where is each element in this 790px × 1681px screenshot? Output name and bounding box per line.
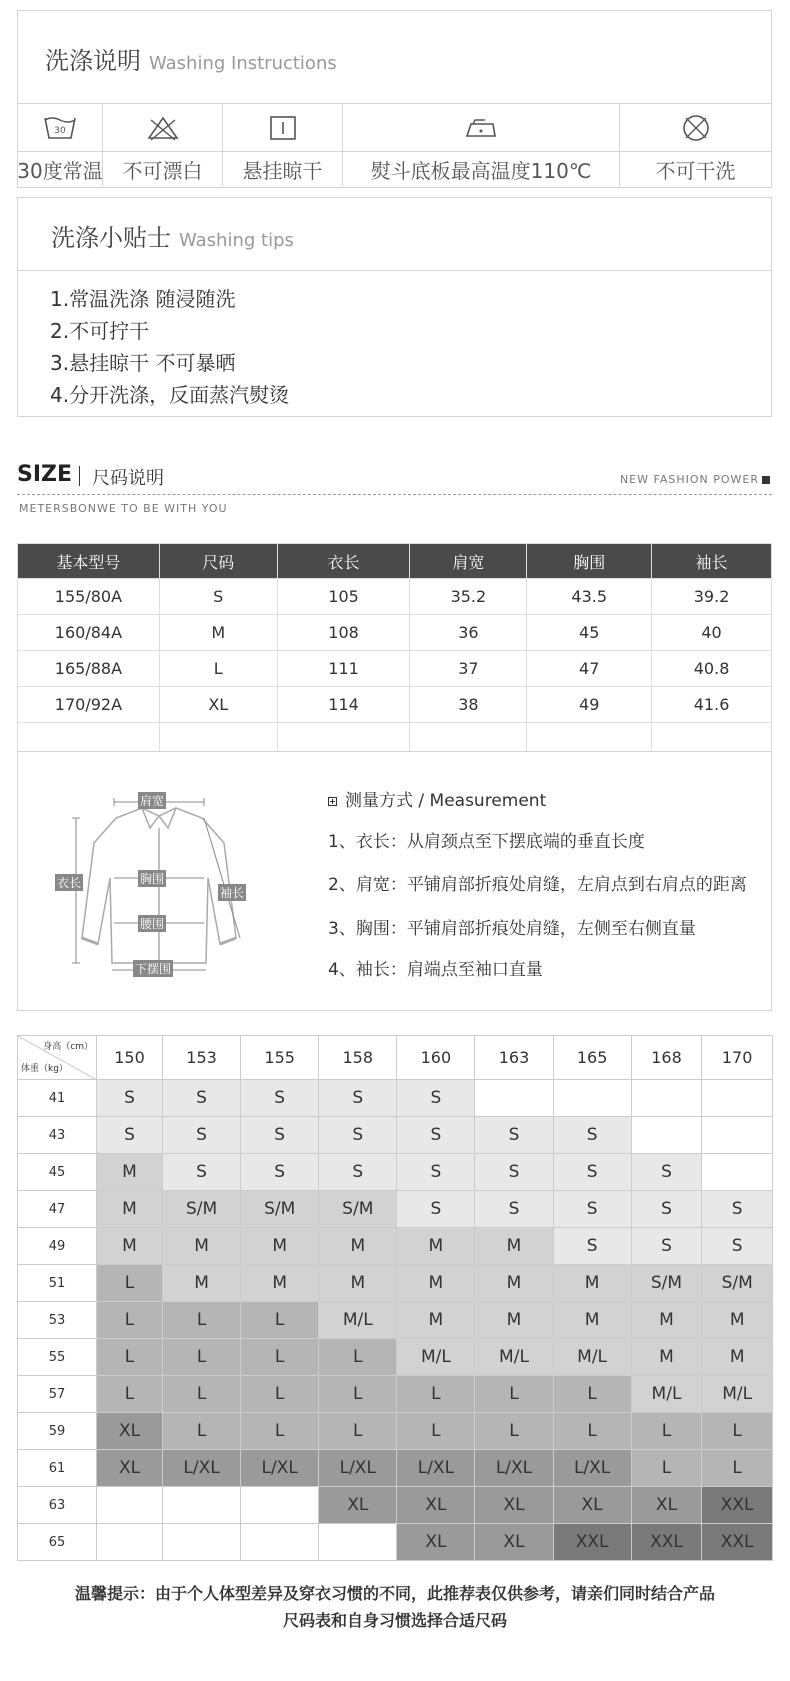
size-recommendation-cell — [631, 1080, 702, 1117]
wash-item-label: 30度常温 — [17, 158, 103, 183]
size-recommendation-cell: L — [631, 1413, 702, 1450]
size-recommendation-cell: XL — [397, 1487, 475, 1524]
tip-item: 3.悬挂晾干 不可暴晒 — [50, 351, 236, 375]
size-table-cell: 114 — [277, 687, 410, 723]
size-recommendation-cell: M — [475, 1302, 553, 1339]
size-recommendation-cell: L — [702, 1413, 773, 1450]
size-recommendation-cell: M — [475, 1265, 553, 1302]
size-recommendation-cell: XXL — [702, 1524, 773, 1561]
size-recommendation-cell: M/L — [397, 1339, 475, 1376]
size-recommendation-cell — [702, 1154, 773, 1191]
size-recommendation-cell: XL — [319, 1487, 397, 1524]
size-recommendation-cell: S — [241, 1117, 319, 1154]
size-recommendation-cell: L — [475, 1376, 553, 1413]
size-recommendation-cell: L — [241, 1413, 319, 1450]
measurement-item: 3、胸围：平铺肩部折痕处肩缝，左侧至右侧直量 — [328, 919, 696, 939]
size-recommendation-cell: M — [397, 1265, 475, 1302]
washing-title-cn: 洗涤说明 — [45, 47, 141, 75]
size-recommendation-cell — [702, 1080, 773, 1117]
weight-cell: 61 — [18, 1450, 97, 1487]
size-recommendation-cell: S — [553, 1228, 631, 1265]
weight-row — [18, 1191, 773, 1228]
tagline — [620, 473, 770, 486]
washing-instructions-header — [18, 11, 771, 104]
size-table-cell: 160/84A — [18, 615, 160, 651]
size-table-cell: 40 — [652, 615, 772, 651]
wash-item — [343, 104, 620, 186]
weight-row — [18, 1117, 773, 1154]
size-recommendation-cell: L — [553, 1376, 631, 1413]
weight-row — [18, 1265, 773, 1302]
size-recommendation-cell: M/L — [475, 1339, 553, 1376]
size-recommendation-cell: S — [163, 1117, 241, 1154]
wash-item-label: 熨斗底板最高温度110℃ — [370, 158, 592, 183]
note-line: 尺码表和自身习惯选择合适尺码 — [282, 1611, 507, 1630]
height-header-cell: 163 — [475, 1036, 553, 1080]
warm-tip-note — [0, 1580, 790, 1634]
height-header-cell: 153 — [163, 1036, 241, 1080]
size-table-cell: 38 — [410, 687, 527, 723]
weight-cell: 59 — [18, 1413, 97, 1450]
size-recommendation-cell: S — [397, 1080, 475, 1117]
height-header-cell: 158 — [319, 1036, 397, 1080]
washing-title-en: Washing Instructions — [149, 53, 337, 74]
size-recommendation-cell — [97, 1524, 163, 1561]
size-recommendation-cell: S — [319, 1154, 397, 1191]
size-recommendation-cell: XXL — [702, 1487, 773, 1524]
size-recommendation-cell: M/L — [702, 1376, 773, 1413]
size-recommendation-cell: M — [97, 1191, 163, 1228]
size-recommendation-cell: L — [319, 1413, 397, 1450]
size-recommendation-cell: XL — [631, 1487, 702, 1524]
size-recommendation-cell: L — [163, 1413, 241, 1450]
size-recommendation-cell: S — [163, 1154, 241, 1191]
weight-row — [18, 1080, 773, 1117]
weight-row — [18, 1413, 773, 1450]
size-table-header: 衣长 — [277, 544, 410, 579]
tips-title-cn: 洗涤小贴士 — [51, 224, 171, 252]
size-table-header-row — [18, 544, 772, 579]
size-recommendation-cell: XL — [397, 1524, 475, 1561]
no-bleach-icon — [103, 104, 222, 152]
size-table-cell: 36 — [410, 615, 527, 651]
size-title-cn: 尺码说明 — [92, 468, 164, 489]
size-recommendation-cell: L/XL — [553, 1450, 631, 1487]
size-recommendation-cell: L — [97, 1339, 163, 1376]
wash-icon-row — [18, 104, 771, 186]
washing-tips-header — [18, 198, 771, 271]
size-recommendation-cell: L — [241, 1302, 319, 1339]
weight-cell: 65 — [18, 1524, 97, 1561]
measurement-panel — [17, 751, 772, 1011]
size-recommendation-cell: S — [319, 1080, 397, 1117]
size-recommendation-cell: S — [553, 1191, 631, 1228]
size-recommendation-cell — [553, 1080, 631, 1117]
sleeve-label: 袖长 — [220, 886, 245, 900]
washing-instructions-panel — [17, 10, 772, 188]
size-recommendation-cell: S — [397, 1154, 475, 1191]
size-recommendation-cell: XXL — [553, 1524, 631, 1561]
size-recommendation-cell: S/M — [631, 1265, 702, 1302]
plus-square-icon — [328, 797, 337, 806]
shoulder-label: 肩宽 — [140, 794, 165, 808]
size-recommendation-cell: L — [163, 1302, 241, 1339]
measurement-item: 4、袖长：肩端点至袖口直量 — [328, 960, 543, 980]
size-recommendation-cell: S — [553, 1154, 631, 1191]
weight-cell: 47 — [18, 1191, 97, 1228]
height-header-row — [18, 1036, 773, 1080]
measurement-item: 1、衣长：从肩颈点至下摆底端的垂直长度 — [328, 832, 645, 852]
size-recommendation-cell: S — [397, 1191, 475, 1228]
size-recommendation-cell — [475, 1080, 553, 1117]
size-recommendation-cell — [702, 1117, 773, 1154]
size-recommendation-cell: XL — [475, 1487, 553, 1524]
weight-row — [18, 1450, 773, 1487]
size-section-header — [17, 462, 772, 515]
size-recommendation-cell — [97, 1487, 163, 1524]
size-recommendation-cell: S — [631, 1228, 702, 1265]
height-header-cell: 155 — [241, 1036, 319, 1080]
weight-cell: 53 — [18, 1302, 97, 1339]
size-table-cell: 35.2 — [410, 579, 527, 615]
size-recommendation-cell — [241, 1524, 319, 1561]
size-table-cell: 165/88A — [18, 651, 160, 687]
size-table-cell: 37 — [410, 651, 527, 687]
size-recommendation-cell: M — [702, 1302, 773, 1339]
size-recommendation-cell: S — [475, 1154, 553, 1191]
hem-label: 下摆围 — [135, 962, 172, 976]
size-recommendation-cell: S — [319, 1117, 397, 1154]
wash-30-icon — [18, 104, 102, 152]
weight-cell: 45 — [18, 1154, 97, 1191]
size-recommendation-cell: L/XL — [163, 1450, 241, 1487]
measurement-title-text: 测量方式 / Measurement — [345, 791, 547, 811]
size-recommendation-cell: M — [553, 1302, 631, 1339]
hang-dry-icon — [223, 104, 342, 152]
brand-subtitle: METERSBONWE TO BE WITH YOU — [19, 502, 228, 515]
size-recommendation-cell: XL — [97, 1450, 163, 1487]
size-table-cell: 170/92A — [18, 687, 160, 723]
size-recommendation-cell: L — [319, 1339, 397, 1376]
recommendation-body — [18, 1080, 773, 1561]
size-table-cell: L — [159, 651, 277, 687]
size-recommendation-cell: M — [241, 1228, 319, 1265]
size-recommendation-cell: L/XL — [319, 1450, 397, 1487]
size-recommendation-cell: S — [631, 1154, 702, 1191]
size-recommendation-cell: XL — [553, 1487, 631, 1524]
iron-icon — [343, 104, 619, 152]
measurement-item: 2、肩宽：平铺肩部折痕处肩缝，左肩点到右肩点的距离 — [328, 875, 747, 895]
size-table-cell: M — [159, 615, 277, 651]
size-recommendation-cell — [241, 1487, 319, 1524]
chest-label: 胸围 — [140, 872, 165, 886]
wash-item-label: 不可干洗 — [655, 158, 736, 183]
size-recommendation-cell: M — [163, 1265, 241, 1302]
size-table-body — [18, 579, 772, 759]
size-table-row — [18, 651, 772, 687]
weight-row — [18, 1154, 773, 1191]
size-recommendation-cell: XL — [97, 1413, 163, 1450]
height-header-cell: 170 — [702, 1036, 773, 1080]
size-recommendation-cell: L — [241, 1376, 319, 1413]
size-recommendation-cell: L — [702, 1450, 773, 1487]
size-recommendation-cell — [631, 1117, 702, 1154]
size-table-cell: 45 — [527, 615, 652, 651]
size-table-row — [18, 615, 772, 651]
table-corner — [18, 1036, 97, 1080]
washing-tips-panel — [17, 197, 772, 417]
size-recommendation-cell — [163, 1524, 241, 1561]
size-table-header: 肩宽 — [410, 544, 527, 579]
size-table-cell: 41.6 — [652, 687, 772, 723]
size-table-cell: 108 — [277, 615, 410, 651]
size-table-cell: 155/80A — [18, 579, 160, 615]
size-recommendation-cell: M — [702, 1339, 773, 1376]
size-recommendation-cell: S — [475, 1117, 553, 1154]
weight-cell: 51 — [18, 1265, 97, 1302]
size-recommendation-cell: L — [97, 1302, 163, 1339]
wash-item-label: 悬挂晾干 — [242, 158, 323, 183]
weight-row — [18, 1524, 773, 1561]
size-recommendation-cell: S — [97, 1080, 163, 1117]
size-recommendation-cell: L/XL — [397, 1450, 475, 1487]
size-recommendation-cell: L — [97, 1265, 163, 1302]
size-recommendation-cell: S — [163, 1080, 241, 1117]
weight-row — [18, 1228, 773, 1265]
size-recommendation-cell: M — [631, 1339, 702, 1376]
size-recommendation-cell: S — [241, 1154, 319, 1191]
tips-title-en: Washing tips — [179, 230, 294, 251]
size-table-row — [18, 579, 772, 615]
size-table-cell: 111 — [277, 651, 410, 687]
weight-cell: 63 — [18, 1487, 97, 1524]
size-recommendation-cell: M — [97, 1228, 163, 1265]
title-divider — [79, 466, 80, 486]
size-recommendation-cell: L — [97, 1376, 163, 1413]
wash-item — [18, 104, 103, 186]
size-recommendation-cell: L/XL — [241, 1450, 319, 1487]
size-recommendation-cell: M — [319, 1265, 397, 1302]
wash-item — [620, 104, 771, 186]
wash-item — [103, 104, 223, 186]
size-recommendation-cell: L — [163, 1376, 241, 1413]
dashed-divider — [17, 494, 772, 495]
size-table-row — [18, 687, 772, 723]
size-recommendation-cell: S — [241, 1080, 319, 1117]
weight-row — [18, 1376, 773, 1413]
weight-cell: 41 — [18, 1080, 97, 1117]
no-dry-clean-icon — [620, 104, 771, 152]
size-recommendation-cell: L — [319, 1376, 397, 1413]
size-recommendation-cell: XL — [475, 1524, 553, 1561]
size-recommendation-cell: M — [97, 1154, 163, 1191]
size-recommendation-cell: S — [702, 1228, 773, 1265]
note-line: 温馨提示：由于个人体型差异及穿衣习惯的不同，此推荐表仅供参考，请亲们同时结合产品 — [74, 1584, 715, 1603]
size-recommendation-cell — [319, 1524, 397, 1561]
size-recommendation-cell: M — [241, 1265, 319, 1302]
weight-cell: 57 — [18, 1376, 97, 1413]
size-table — [17, 543, 772, 759]
svg-text:30: 30 — [54, 125, 66, 136]
size-recommendation-cell: S — [631, 1191, 702, 1228]
height-header-cell: 160 — [397, 1036, 475, 1080]
weight-row — [18, 1302, 773, 1339]
size-recommendation-cell: L — [553, 1413, 631, 1450]
size-recommendation-cell: M — [163, 1228, 241, 1265]
tip-item: 4.分开洗涤，反面蒸汽熨烫 — [50, 383, 290, 407]
size-recommendation-cell: S/M — [319, 1191, 397, 1228]
weight-row — [18, 1339, 773, 1376]
size-recommendation-cell: L/XL — [475, 1450, 553, 1487]
size-table-cell: S — [159, 579, 277, 615]
tips-list — [18, 271, 771, 411]
corner-height-label: 身高（cm） — [43, 1042, 93, 1052]
size-recommendation-cell: M — [319, 1228, 397, 1265]
height-header-cell: 150 — [97, 1036, 163, 1080]
size-recommendation-cell: L — [397, 1413, 475, 1450]
size-recommendation-cell: L — [475, 1413, 553, 1450]
size-recommendation-cell: M/L — [319, 1302, 397, 1339]
measurement-title — [328, 786, 546, 811]
size-recommendation-cell: M/L — [631, 1376, 702, 1413]
height-header-cell: 168 — [631, 1036, 702, 1080]
size-recommendation-cell — [163, 1487, 241, 1524]
size-table-cell: 39.2 — [652, 579, 772, 615]
size-recommendation-cell: S/M — [702, 1265, 773, 1302]
size-recommendation-cell: S — [97, 1117, 163, 1154]
corner-weight-label: 体重（kg） — [21, 1064, 68, 1074]
waist-label: 腰围 — [140, 917, 165, 931]
size-recommendation-cell: S — [475, 1191, 553, 1228]
size-table-cell: 47 — [527, 651, 652, 687]
size-table-header: 袖长 — [652, 544, 772, 579]
size-table-cell: 40.8 — [652, 651, 772, 687]
size-recommendation-cell: L — [241, 1339, 319, 1376]
size-title: SIZE — [17, 462, 73, 487]
size-recommendation-cell: L — [397, 1376, 475, 1413]
size-recommendation-cell: M — [631, 1302, 702, 1339]
size-table-cell: 49 — [527, 687, 652, 723]
length-label: 衣长 — [57, 876, 82, 890]
wash-item-label: 不可漂白 — [122, 158, 203, 183]
weight-cell: 43 — [18, 1117, 97, 1154]
weight-cell: 55 — [18, 1339, 97, 1376]
size-recommendation-cell: M — [397, 1302, 475, 1339]
size-table-header: 尺码 — [159, 544, 277, 579]
size-recommendation-cell: S — [397, 1117, 475, 1154]
size-recommendation-cell: L — [631, 1450, 702, 1487]
weight-row — [18, 1487, 773, 1524]
tagline-text: NEW FASHION POWER — [619, 473, 759, 486]
tip-item: 1.常温洗涤 随浸随洗 — [50, 287, 236, 311]
size-recommendation-cell: S/M — [241, 1191, 319, 1228]
size-recommendation-cell: M/L — [553, 1339, 631, 1376]
size-recommendation-cell: S/M — [163, 1191, 241, 1228]
size-table-header: 基本型号 — [18, 544, 160, 579]
size-recommendation-cell: M — [397, 1228, 475, 1265]
wash-item — [223, 104, 343, 186]
size-recommendation-cell: L — [163, 1339, 241, 1376]
plus-square-icon — [762, 476, 770, 484]
size-recommendation-cell: S — [553, 1117, 631, 1154]
size-recommendation-table — [17, 1035, 773, 1561]
size-recommendation-cell: M — [475, 1228, 553, 1265]
size-table-cell: XL — [159, 687, 277, 723]
size-table-cell: 43.5 — [527, 579, 652, 615]
size-table-header: 胸围 — [527, 544, 652, 579]
size-table-cell: 105 — [277, 579, 410, 615]
size-recommendation-cell: XXL — [631, 1524, 702, 1561]
weight-cell: 49 — [18, 1228, 97, 1265]
tip-item: 2.不可拧干 — [50, 319, 150, 343]
height-header-cell: 165 — [553, 1036, 631, 1080]
size-recommendation-cell: S — [702, 1191, 773, 1228]
size-recommendation-cell: M — [553, 1265, 631, 1302]
